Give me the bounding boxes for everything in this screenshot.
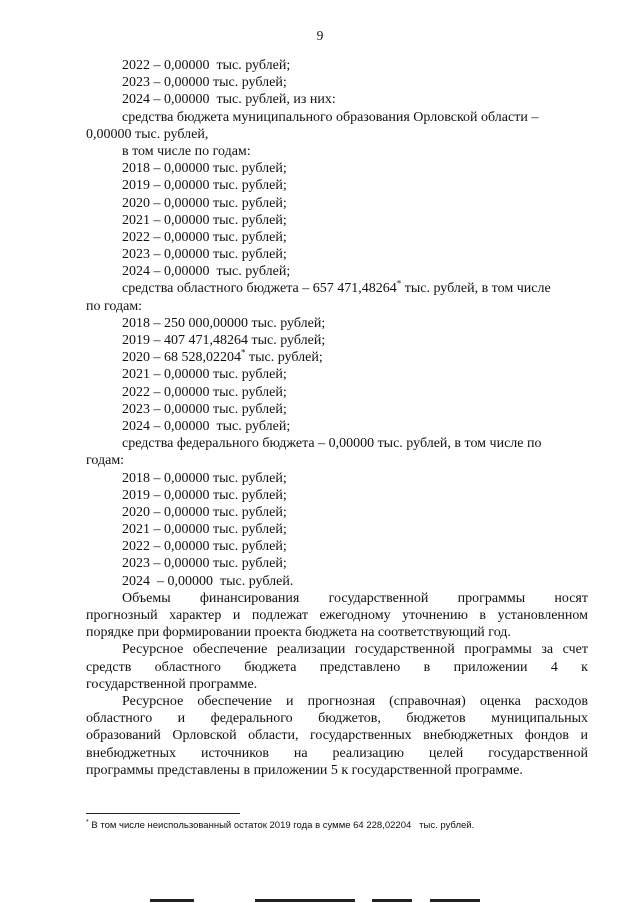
federal-year-line: 2022 – 0,00000 тыс. рублей; [122, 539, 287, 555]
regional-budget-total: средства областного бюджета – 657 471,48264 [122, 281, 397, 297]
municipal-budget-line: средства бюджета муниципального образования Орловской области – [122, 109, 539, 125]
paragraph-forecast-line: областного и федерального бюджетов, бюджетов муниципальных [86, 711, 588, 727]
municipal-year-line: 2018 – 0,00000 тыс. рублей; [122, 161, 287, 177]
footnote-separator [86, 813, 240, 814]
paragraph-resource-line: Ресурсное обеспечение реализации государственной программы за счет [122, 642, 588, 658]
regional-year-line: 2018 – 250 000,00000 тыс. рублей; [122, 315, 326, 331]
municipal-year-line: 2024 – 0,00000 тыс. рублей; [122, 264, 291, 280]
regional-year-2020-amount: 2020 – 68 528,02204 [122, 350, 241, 366]
scan-edge-artifact [0, 897, 640, 903]
regional-year-line: 2024 – 0,00000 тыс. рублей; [122, 418, 291, 434]
footnote-marker: * [86, 818, 89, 826]
federal-year-line: 2023 – 0,00000 тыс. рублей; [122, 556, 287, 572]
federal-year-line: 2019 – 0,00000 тыс. рублей; [122, 487, 287, 503]
document-body [86, 57, 588, 779]
footnote-text: В том числе неиспользованный остаток 2019 года в сумме 64 228,02204 тыс. рублей. [88, 820, 475, 831]
text-line: 2024 – 0,00000 тыс. рублей, из них: [122, 92, 336, 108]
paragraph-resource-line: государственной программе. [86, 676, 258, 692]
paragraph-volumes-line: Объемы финансирования государственной программы носят [122, 590, 588, 606]
footnote-marker: * [241, 347, 246, 358]
federal-year-line: 2024 – 0,00000 тыс. рублей. [122, 573, 294, 589]
municipal-year-line: 2022 – 0,00000 тыс. рублей; [122, 229, 287, 245]
regional-year-line [86, 349, 588, 366]
paragraph-forecast-line: внебюджетных источников на реализацию целей государственной [86, 745, 588, 761]
footnote [86, 820, 474, 831]
municipal-year-line: 2019 – 0,00000 тыс. рублей; [122, 178, 287, 194]
paragraph-forecast-line: программы представлены в приложении 5 к государственной программе. [86, 762, 523, 778]
regional-budget-tail: тыс. рублей, в том числе [401, 281, 551, 297]
paragraph-forecast-line: Ресурсное обеспечение и прогнозная (справочная) оценка расходов [122, 693, 588, 709]
federal-year-line: 2020 – 0,00000 тыс. рублей; [122, 504, 287, 520]
municipal-year-line: 2020 – 0,00000 тыс. рублей; [122, 195, 287, 211]
regional-by-years-label: по годам: [86, 298, 143, 314]
footnote-marker: * [396, 278, 402, 289]
page-number: 9 [316, 28, 324, 43]
municipal-budget-amount: 0,00000 тыс. рублей, [86, 126, 209, 142]
regional-year-line: 2021 – 0,00000 тыс. рублей; [122, 367, 287, 383]
by-years-label: в том числе по годам: [122, 143, 251, 159]
text-line: 2022 – 0,00000 тыс. рублей; [122, 58, 291, 73]
regional-year-line: 2022 – 0,00000 тыс. рублей; [122, 384, 287, 400]
regional-year-line: 2023 – 0,00000 тыс. рублей; [122, 401, 287, 417]
federal-year-line: 2018 – 0,00000 тыс. рублей; [122, 470, 287, 486]
text-line: 2023 – 0,00000 тыс. рублей; [122, 75, 287, 91]
paragraph-resource-line: средств областного бюджета представлено в приложении 4 к [86, 659, 588, 675]
paragraph-volumes-line: прогнозный характер и подлежат ежегодному уточнению в установленном [86, 608, 588, 623]
municipal-year-line: 2021 – 0,00000 тыс. рублей; [122, 212, 287, 228]
federal-year-line: 2021 – 0,00000 тыс. рублей; [122, 522, 287, 538]
regional-budget-line [86, 280, 588, 297]
municipal-year-line: 2023 – 0,00000 тыс. рублей; [122, 247, 287, 263]
federal-budget-line: средства федерального бюджета – 0,00000 тыс. рублей, в том числе по [122, 436, 542, 452]
paragraph-volumes-line: порядке при формировании проекта бюджета на соответствующий год. [86, 625, 511, 641]
federal-by-years-label: годам: [86, 453, 125, 469]
regional-year-line: 2019 – 407 471,48264 тыс. рублей; [122, 333, 326, 348]
paragraph-forecast-line: образований Орловской области, государственных внебюджетных фондов и [86, 728, 588, 744]
regional-year-2020-unit: тыс. рублей; [245, 350, 323, 366]
